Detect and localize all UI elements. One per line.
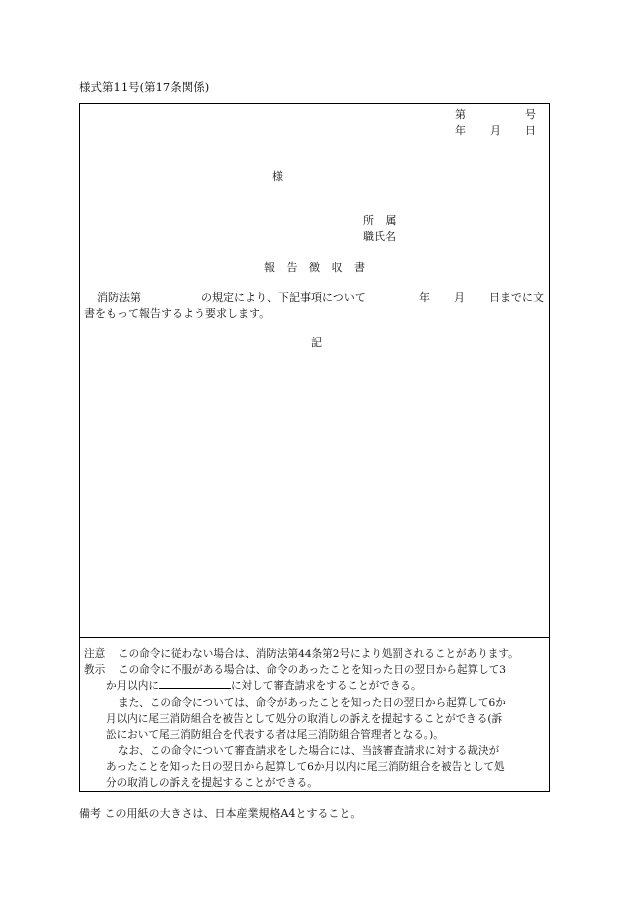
date-month: 月 <box>490 124 501 137</box>
date-year: 年 <box>455 124 466 137</box>
para3-line3: 分の取消しの訴えを提起することができる。 <box>106 777 318 789</box>
form-number: 様式第11号(第17条関係) <box>79 80 210 94</box>
ki-marker: 記 <box>311 336 322 349</box>
law-prefix: 消防法第 <box>97 291 141 304</box>
number-dai: 第 <box>455 108 466 121</box>
deadline-month: 月 <box>454 291 465 304</box>
sender-name: 職氏名 <box>363 230 396 243</box>
authority-blank <box>159 678 231 689</box>
addressee-sama: 様 <box>272 170 283 183</box>
teaching-line2b: に対して審査請求をすることができる。 <box>230 680 422 692</box>
teaching-line2a: か月以内に <box>106 680 159 692</box>
teaching-line2 <box>106 678 422 694</box>
teaching-label: 教示 <box>84 664 106 676</box>
number-go: 号 <box>525 108 536 121</box>
teaching-line1: この命令に不服がある場合は、命令のあったことを知った日の翌日から起算して3 <box>118 664 507 676</box>
para3-line1: なお、この命令について審査請求をした場合には、当該審査請求に対する裁決が <box>118 745 500 757</box>
para2-line3: 訟において尾三消防組合を代表する者は尾三消防組合管理者となる。)。 <box>106 729 444 741</box>
provision-text: の規定により、下記事項について <box>201 291 366 304</box>
deadline-until: 日までに文 <box>489 291 544 304</box>
para3-line2: あったことを知った日の翌日から起算して6か月以内に尾三消防組合を被告として処 <box>106 761 505 773</box>
caution-text: この命令に従わない場合は、消防法第44条第2号により処罰されることがあります。 <box>118 648 519 660</box>
para2-line2: 月以内に尾三消防組合を被告として処分の取消しの訴えを提起することができる(訴 <box>106 713 503 725</box>
notes-divider <box>79 637 550 638</box>
sender-affiliation: 所 属 <box>363 214 401 227</box>
para2-line1: また、この命令については、命令があったことを知った日の翌日から起算して6か <box>118 697 506 709</box>
caution-label: 注意 <box>84 648 106 660</box>
body-line2: 書をもって報告するよう要求します。 <box>84 307 271 320</box>
deadline-year: 年 <box>419 291 430 304</box>
date-day: 日 <box>525 124 536 137</box>
remarks: 備考 この用紙の大きさは、日本産業規格A4とすること。 <box>79 807 362 820</box>
document-title: 報 告 徴 収 書 <box>264 261 369 274</box>
